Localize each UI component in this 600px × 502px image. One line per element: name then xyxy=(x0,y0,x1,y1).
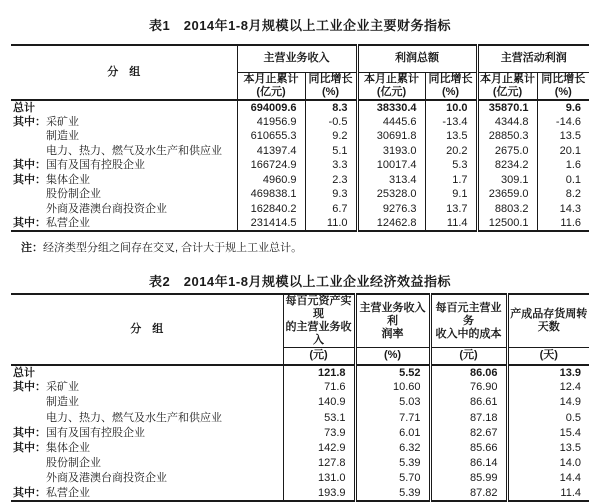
cell-value: 71.6 xyxy=(283,380,355,395)
data-row xyxy=(11,456,589,471)
cell-value: 30691.8 xyxy=(357,129,425,144)
table2-unit-percent: (%) xyxy=(355,348,430,365)
cell-value: -14.6 xyxy=(537,115,589,130)
cell-value: 4344.8 xyxy=(477,115,537,130)
table1-subheader-cum-opprofit xyxy=(477,72,537,100)
row-label xyxy=(11,440,283,455)
row-label xyxy=(11,115,237,130)
row-label-text: 总计 xyxy=(13,101,35,114)
table1-subheader-cum-revenue xyxy=(237,72,305,100)
cell-value: 86.61 xyxy=(430,395,507,410)
cell-value: 41956.9 xyxy=(237,115,305,130)
table1-subheader-yoy-opprofit xyxy=(537,72,589,100)
subheader-unit: (%) xyxy=(554,85,572,98)
cell-value: 5.03 xyxy=(355,395,430,410)
cell-value: 3193.0 xyxy=(357,144,425,159)
cell-value: 9.3 xyxy=(305,187,357,202)
data-row xyxy=(11,115,589,130)
row-label-text: 集体企业 xyxy=(46,173,90,186)
table2-unit-days: (天) xyxy=(507,348,589,365)
cell-value: 469838.1 xyxy=(237,187,305,202)
table1-header-operating-profit: 主营活动利润 xyxy=(477,45,589,72)
row-label xyxy=(11,365,283,380)
row-label xyxy=(11,425,283,440)
subheader-unit: (亿元) xyxy=(376,85,407,98)
cell-value: 1.7 xyxy=(425,173,477,188)
cell-value: 166724.9 xyxy=(237,158,305,173)
row-label-text: 总计 xyxy=(13,366,35,379)
cell-value: 87.18 xyxy=(430,410,507,425)
cell-value: 87.82 xyxy=(430,486,507,501)
row-label-text: 国有及国有控股企业 xyxy=(46,159,145,172)
cell-value: 13.5 xyxy=(537,129,589,144)
cell-value: 231414.5 xyxy=(237,216,305,231)
row-label xyxy=(11,100,237,115)
cell-value: 12.4 xyxy=(507,380,589,395)
cell-value: 86.06 xyxy=(430,365,507,380)
row-label xyxy=(11,173,237,188)
header-line1: 主营业务收入利 xyxy=(359,301,426,327)
table2-body xyxy=(11,365,589,502)
cell-value: 9276.3 xyxy=(357,202,425,217)
cell-value: 4960.9 xyxy=(237,173,305,188)
cell-value: 162840.2 xyxy=(237,202,305,217)
cell-value: 9.6 xyxy=(537,100,589,115)
row-label xyxy=(11,380,283,395)
cell-value: 20.1 xyxy=(537,144,589,159)
cell-value: 5.39 xyxy=(355,456,430,471)
cell-value: 121.8 xyxy=(283,365,355,380)
table2-header-inventory-turnover-days xyxy=(507,294,589,348)
table2-header xyxy=(11,294,589,365)
subheader-label: 同比增长 xyxy=(541,72,586,85)
row-label-text: 外商及港澳台商投资企业 xyxy=(46,202,167,215)
row-label xyxy=(11,216,237,231)
cell-value: -13.4 xyxy=(425,115,477,130)
row-label-text: 私营企业 xyxy=(46,216,90,229)
subheader-unit: (%) xyxy=(441,85,460,98)
row-label xyxy=(11,144,237,159)
cell-value: 10.0 xyxy=(425,100,477,115)
table1-header-group-column: 分 组 xyxy=(11,45,237,100)
cell-value: 5.39 xyxy=(355,486,430,501)
table2-unit-yuan-2: (元) xyxy=(430,348,507,365)
table2-container xyxy=(11,293,589,502)
note-prefix: 注： xyxy=(21,242,43,254)
table1-subheader-yoy-profit xyxy=(425,72,477,100)
row-label xyxy=(11,410,283,425)
table2-header-profit-margin xyxy=(355,294,430,348)
row-prefix: 其中： xyxy=(13,115,46,128)
cell-value: 2.3 xyxy=(305,173,357,188)
cell-value: 28850.3 xyxy=(477,129,537,144)
cell-value: 1.6 xyxy=(537,158,589,173)
data-row xyxy=(11,486,589,501)
cell-value: 140.9 xyxy=(283,395,355,410)
cell-value: 9.2 xyxy=(305,129,357,144)
cell-value: 6.7 xyxy=(305,202,357,217)
cell-value: 6.32 xyxy=(355,440,430,455)
cell-value: 12500.1 xyxy=(477,216,537,231)
table2-economic-efficiency-indicators xyxy=(11,293,589,502)
row-prefix: 其中： xyxy=(13,173,46,186)
data-row xyxy=(11,395,589,410)
row-prefix: 其中： xyxy=(13,426,46,439)
cell-value: 25328.0 xyxy=(357,187,425,202)
cell-value: 14.9 xyxy=(507,395,589,410)
row-label xyxy=(11,187,237,202)
cell-value: 86.14 xyxy=(430,456,507,471)
cell-value: 610655.3 xyxy=(237,129,305,144)
header-line1: 每百元主营业务 xyxy=(435,301,502,327)
cell-value: 13.9 xyxy=(507,365,589,380)
row-prefix: 其中： xyxy=(13,487,46,500)
table1-subheader-yoy-revenue xyxy=(305,72,357,100)
cell-value: 193.9 xyxy=(283,486,355,501)
data-row xyxy=(11,410,589,425)
header-line2: 收入中的成本 xyxy=(435,327,502,340)
cell-value: 35870.1 xyxy=(477,100,537,115)
subheader-unit: (亿元) xyxy=(256,85,286,98)
cell-value: 694009.6 xyxy=(237,100,305,115)
cell-value: 11.4 xyxy=(425,216,477,231)
row-label-text: 制造业 xyxy=(46,396,79,409)
cell-value: 2675.0 xyxy=(477,144,537,159)
data-row xyxy=(11,471,589,486)
row-label xyxy=(11,471,283,486)
cell-value: 15.4 xyxy=(507,425,589,440)
subheader-label: 本月止累计 xyxy=(243,72,299,85)
data-row xyxy=(11,365,589,380)
cell-value: 8234.2 xyxy=(477,158,537,173)
table1-title: 表1 2014年1-8月规模以上工业企业主要财务指标 xyxy=(149,18,451,33)
data-row xyxy=(11,425,589,440)
table1-body xyxy=(11,100,589,231)
subheader-label: 同比增长 xyxy=(308,72,353,85)
row-label-text: 采矿业 xyxy=(46,381,79,394)
subheader-label: 本月止累计 xyxy=(364,72,419,85)
table1-header-main-revenue: 主营业务收入 xyxy=(237,45,357,72)
data-row xyxy=(11,144,589,159)
cell-value: 85.66 xyxy=(430,440,507,455)
cell-value: 313.4 xyxy=(357,173,425,188)
cell-value: 5.52 xyxy=(355,365,430,380)
cell-value: 10017.4 xyxy=(357,158,425,173)
cell-value: 309.1 xyxy=(477,173,537,188)
row-label-text: 电力、热力、燃气及水生产和供应业 xyxy=(46,144,222,157)
cell-value: 3.3 xyxy=(305,158,357,173)
cell-value: 0.1 xyxy=(537,173,589,188)
row-label-text: 集体企业 xyxy=(46,442,90,455)
row-prefix: 其中： xyxy=(13,159,46,172)
row-prefix: 其中： xyxy=(13,442,46,455)
data-row xyxy=(11,129,589,144)
cell-value: 7.71 xyxy=(355,410,430,425)
header-line2: 润率 xyxy=(381,327,404,340)
row-label-text: 国有及国有控股企业 xyxy=(46,426,145,439)
table1-header xyxy=(11,45,589,100)
row-label-text: 制造业 xyxy=(46,130,79,143)
cell-value: 11.0 xyxy=(305,216,357,231)
cell-value: 8803.2 xyxy=(477,202,537,217)
cell-value: 41397.4 xyxy=(237,144,305,159)
cell-value: 5.70 xyxy=(355,471,430,486)
cell-value: 13.7 xyxy=(425,202,477,217)
data-row xyxy=(11,380,589,395)
cell-value: 4445.6 xyxy=(357,115,425,130)
subheader-label: 本月止累计 xyxy=(480,72,535,85)
data-row xyxy=(11,100,589,115)
table2-title: 表2 2014年1-8月规模以上工业企业经济效益指标 xyxy=(149,274,451,289)
row-label xyxy=(11,129,237,144)
cell-value: 85.99 xyxy=(430,471,507,486)
table2-header-cost-per-100yuan-revenue xyxy=(430,294,507,348)
data-row xyxy=(11,158,589,173)
cell-value: 5.3 xyxy=(425,158,477,173)
cell-value: 11.6 xyxy=(537,216,589,231)
table1-financial-indicators xyxy=(11,44,589,232)
cell-value: 13.5 xyxy=(425,129,477,144)
row-label-text: 股份制企业 xyxy=(46,457,101,470)
cell-value: 14.0 xyxy=(507,456,589,471)
table1-header-total-profit: 利润总额 xyxy=(357,45,477,72)
data-row xyxy=(11,202,589,217)
table2-header-group-column: 分 组 xyxy=(11,294,283,365)
subheader-unit: (亿元) xyxy=(492,85,523,98)
cell-value: 6.01 xyxy=(355,425,430,440)
table2-unit-yuan-1: (元) xyxy=(283,348,355,365)
cell-value: 20.2 xyxy=(425,144,477,159)
cell-value: 10.60 xyxy=(355,380,430,395)
data-row xyxy=(11,173,589,188)
cell-value: 9.1 xyxy=(425,187,477,202)
cell-value: 12462.8 xyxy=(357,216,425,231)
row-label-text: 股份制企业 xyxy=(46,188,101,201)
cell-value: 0.5 xyxy=(507,410,589,425)
row-label xyxy=(11,158,237,173)
cell-value: 5.1 xyxy=(305,144,357,159)
row-label xyxy=(11,202,237,217)
cell-value: 38330.4 xyxy=(357,100,425,115)
row-label-text: 电力、热力、燃气及水生产和供应业 xyxy=(46,411,222,424)
cell-value: 23659.0 xyxy=(477,187,537,202)
cell-value: 14.4 xyxy=(507,471,589,486)
header-line1: 产成品存货周转 xyxy=(510,308,588,320)
table1-container xyxy=(11,44,589,232)
cell-value: 53.1 xyxy=(283,410,355,425)
row-label-text: 私营企业 xyxy=(46,487,90,500)
header-line1: 每百元资产实现 xyxy=(285,295,352,320)
table1-note xyxy=(21,239,302,255)
data-row xyxy=(11,440,589,455)
header-line2: 天数 xyxy=(537,321,560,333)
cell-value: 142.9 xyxy=(283,440,355,455)
cell-value: 8.3 xyxy=(305,100,357,115)
cell-value: 11.4 xyxy=(507,486,589,501)
row-label xyxy=(11,395,283,410)
cell-value: 127.8 xyxy=(283,456,355,471)
cell-value: 131.0 xyxy=(283,471,355,486)
cell-value: 14.3 xyxy=(537,202,589,217)
cell-value: 82.67 xyxy=(430,425,507,440)
table1-subheader-cum-profit xyxy=(357,72,425,100)
cell-value: -0.5 xyxy=(305,115,357,130)
row-label-text: 外商及港澳台商投资企业 xyxy=(46,472,167,485)
row-prefix: 其中： xyxy=(13,381,46,394)
header-line2: 的主营业务收入 xyxy=(285,321,352,346)
subheader-label: 同比增长 xyxy=(428,72,473,85)
subheader-unit: (%) xyxy=(321,85,340,98)
cell-value: 13.5 xyxy=(507,440,589,455)
cell-value: 73.9 xyxy=(283,425,355,440)
row-label xyxy=(11,456,283,471)
table2-header-revenue-per-100yuan-assets xyxy=(283,294,355,348)
data-row xyxy=(11,216,589,231)
data-row xyxy=(11,187,589,202)
row-label xyxy=(11,486,283,501)
note-text: 经济类型分组之间存在交叉, 合计大于规上工业总计。 xyxy=(43,242,303,254)
cell-value: 76.90 xyxy=(430,380,507,395)
row-prefix: 其中： xyxy=(13,216,46,229)
row-label-text: 采矿业 xyxy=(46,115,79,128)
cell-value: 8.2 xyxy=(537,187,589,202)
